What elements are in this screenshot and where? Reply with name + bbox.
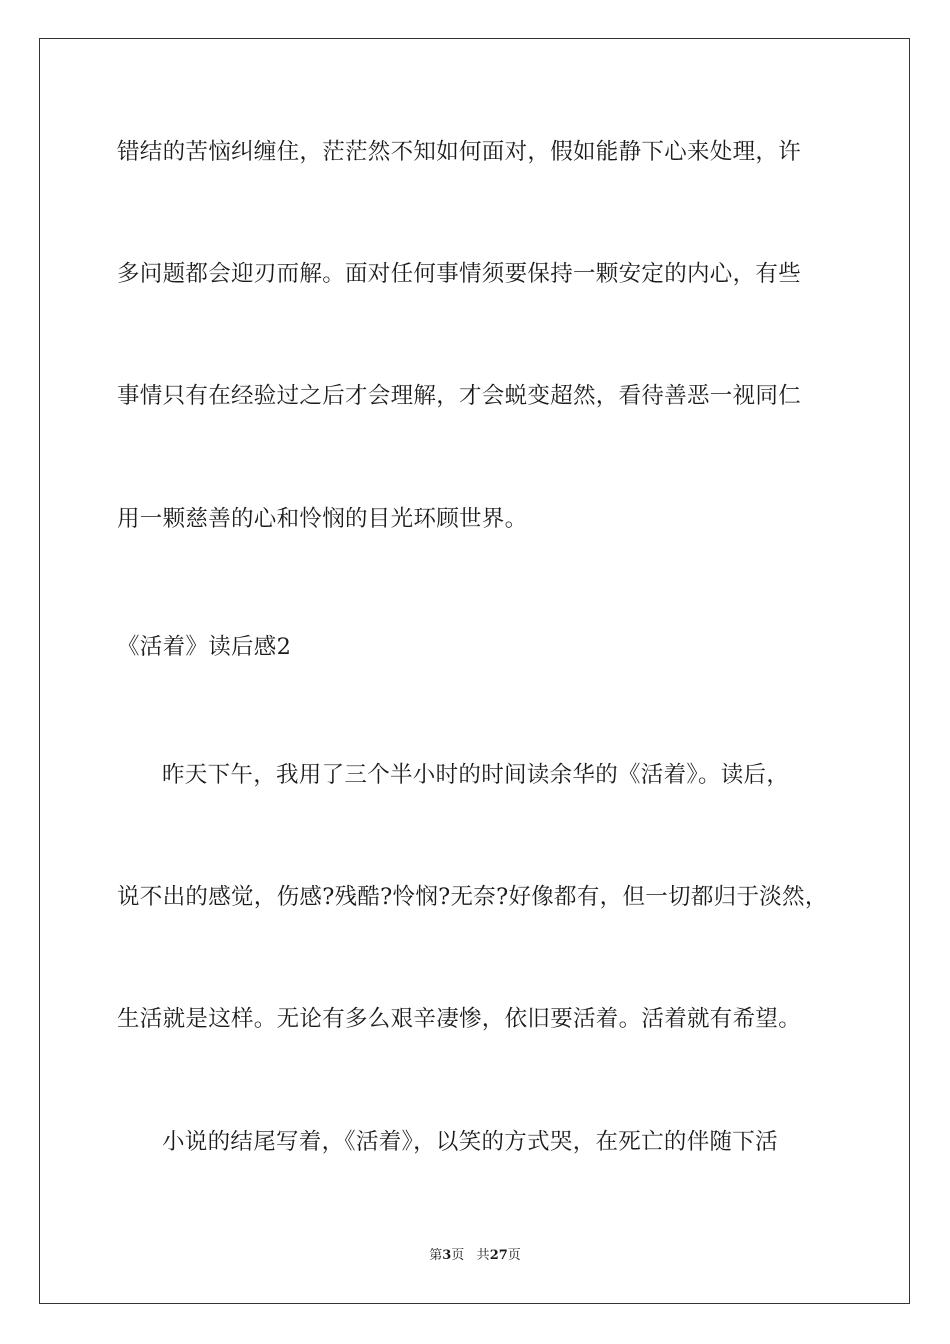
footer-total-prefix: 共	[476, 1248, 490, 1263]
paragraph-line: 生活就是这样。无论有多么艰辛凄惨，依旧要活着。活着就有希望。	[117, 1006, 802, 1032]
paragraph-line: 昨天下午，我用了三个半小时的时间读余华的《活着》。读后，	[162, 762, 790, 788]
footer-page-suffix: 页	[451, 1248, 465, 1263]
footer-page-number: 3	[442, 1248, 452, 1263]
paragraph-line: 多问题都会迎刃而解。面对任何事情须要保持一颗安定的内心，有些	[117, 261, 802, 287]
footer-total-pages: 27	[489, 1248, 508, 1263]
paragraph-line: 说不出的感觉，伤感?残酷?怜悯?无奈?好像都有，但一切都归于淡然，	[117, 884, 828, 910]
footer-total-suffix: 页	[507, 1248, 521, 1263]
footer-page-prefix: 第	[429, 1248, 443, 1263]
section-heading: 《活着》读后感2	[117, 634, 292, 660]
page-footer	[0, 1247, 950, 1265]
paragraph-line: 小说的结尾写着，《活着》，以笑的方式哭，在死亡的伴随下活	[162, 1129, 778, 1155]
paragraph-line: 事情只有在经验过之后才会理解，才会蜕变超然，看待善恶一视同仁	[117, 383, 802, 409]
paragraph-line: 错结的苦恼纠缠住，茫茫然不知如何面对，假如能静下心来处理，许	[117, 139, 802, 165]
paragraph-line: 用一颗慈善的心和怜悯的目光环顾世界。	[117, 506, 528, 532]
page-border	[39, 38, 910, 1304]
